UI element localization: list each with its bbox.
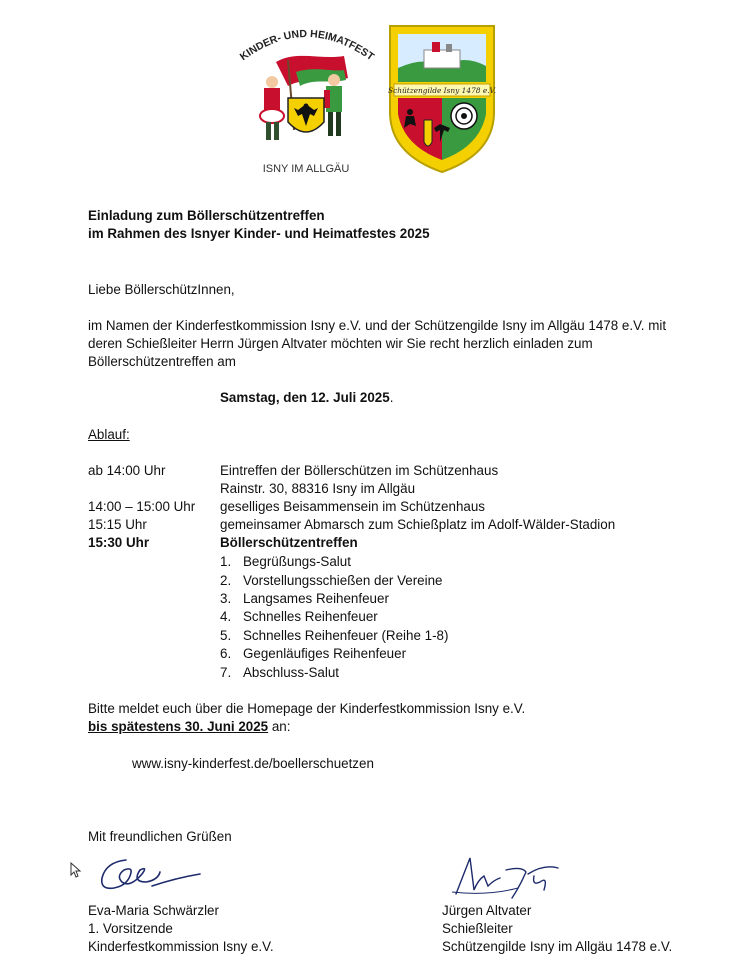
schedule-text-0: Eintreffen der Böllerschützen im Schützenhaus: [220, 463, 499, 478]
program-num: 5.: [220, 628, 232, 643]
intro-line3: Böllerschützentreffen am: [88, 354, 236, 369]
signatory-right-org: Schützengilde Isny im Allgäu 1478 e.V.: [442, 939, 673, 954]
signatory-right-name: Jürgen Altvater: [442, 903, 532, 918]
kinderfest-logo: [236, 20, 376, 180]
logo-left-top-text: KINDER- UND HEIMATFEST: [237, 27, 376, 64]
intro-line1: im Namen der Kinderfestkommission Isny e.V. und der Schützengilde Isny im Allgäu 1478 e.V. mit: [88, 318, 667, 333]
signatory-left-name: Eva-Maria Schwärzler: [88, 903, 219, 918]
signature-left-icon: [96, 852, 206, 901]
program-num: 3.: [220, 591, 232, 606]
event-date-text: Samstag, den 12. Juli 2025: [220, 390, 390, 405]
schedule-time-3: 15:15 Uhr: [88, 517, 147, 532]
schedule-text-1: Rainstr. 30, 88316 Isny im Allgäu: [220, 481, 416, 496]
program-item: Langsames Reihenfeuer: [243, 591, 389, 606]
program-item: Vorstellungsschießen der Vereine: [243, 573, 443, 588]
program-item: Begrüßungs-Salut: [243, 554, 351, 569]
logo-right-text: Schützengilde Isny 1478 e.V.: [388, 86, 496, 95]
schedule-time-4: 15:30 Uhr: [88, 535, 150, 550]
schedule-time-2: 14:00 – 15:00 Uhr: [88, 499, 196, 514]
registration-deadline-suffix: an:: [268, 719, 291, 734]
ablauf-heading: Ablauf:: [88, 427, 130, 442]
program-num: 7.: [220, 665, 232, 680]
signatory-left-org: Kinderfestkommission Isny e.V.: [88, 939, 274, 954]
signatory-left-role: 1. Vorsitzende: [88, 921, 173, 936]
greeting: Liebe BöllerschützInnen,: [88, 282, 235, 297]
closing: Mit freundlichen Grüßen: [88, 829, 232, 844]
logo-left-bottom-text: ISNY IM ALLGÄU: [262, 163, 350, 175]
schedule-text-4: Böllerschützentreffen: [220, 535, 358, 550]
signature-right-icon: [448, 850, 568, 905]
schedule-time-0: ab 14:00 Uhr: [88, 463, 166, 478]
event-date: [220, 390, 393, 405]
schuetzengilde-logo: [384, 22, 500, 174]
document-title-line2: im Rahmen des Isnyer Kinder- und Heimatfestes 2025: [88, 226, 430, 241]
program-item: Abschluss-Salut: [243, 665, 340, 680]
schedule-text-3: gemeinsamer Abmarsch zum Schießplatz im Adolf-Wälder-Stadion: [220, 517, 616, 532]
registration-line1: Bitte meldet euch über die Homepage der Kinderfestkommission Isny e.V.: [88, 701, 526, 716]
event-date-suffix: .: [389, 390, 394, 405]
mouse-cursor-icon: [70, 862, 82, 881]
signatory-right-role: Schießleiter: [442, 921, 513, 936]
program-num: 1.: [220, 554, 232, 569]
program-item: Schnelles Reihenfeuer (Reihe 1-8): [243, 628, 449, 643]
registration-deadline: bis spätestens 30. Juni 2025: [88, 719, 269, 734]
registration-url[interactable]: www.isny-kinderfest.de/boellerschuetzen: [132, 756, 374, 771]
program-num: 4.: [220, 609, 232, 624]
schedule-text-2: geselliges Beisammensein im Schützenhaus: [220, 499, 485, 514]
program-num: 6.: [220, 646, 232, 661]
program-item: Gegenläufiges Reihenfeuer: [243, 646, 407, 661]
intro-line2: deren Schießleiter Herrn Jürgen Altvater möchten wir Sie recht herzlich einladen zum: [88, 336, 593, 351]
registration-deadline-line: [88, 719, 290, 734]
program-item: Schnelles Reihenfeuer: [243, 609, 378, 624]
program-num: 2.: [220, 573, 232, 588]
document-title-line1: Einladung zum Böllerschützentreffen: [88, 208, 325, 223]
